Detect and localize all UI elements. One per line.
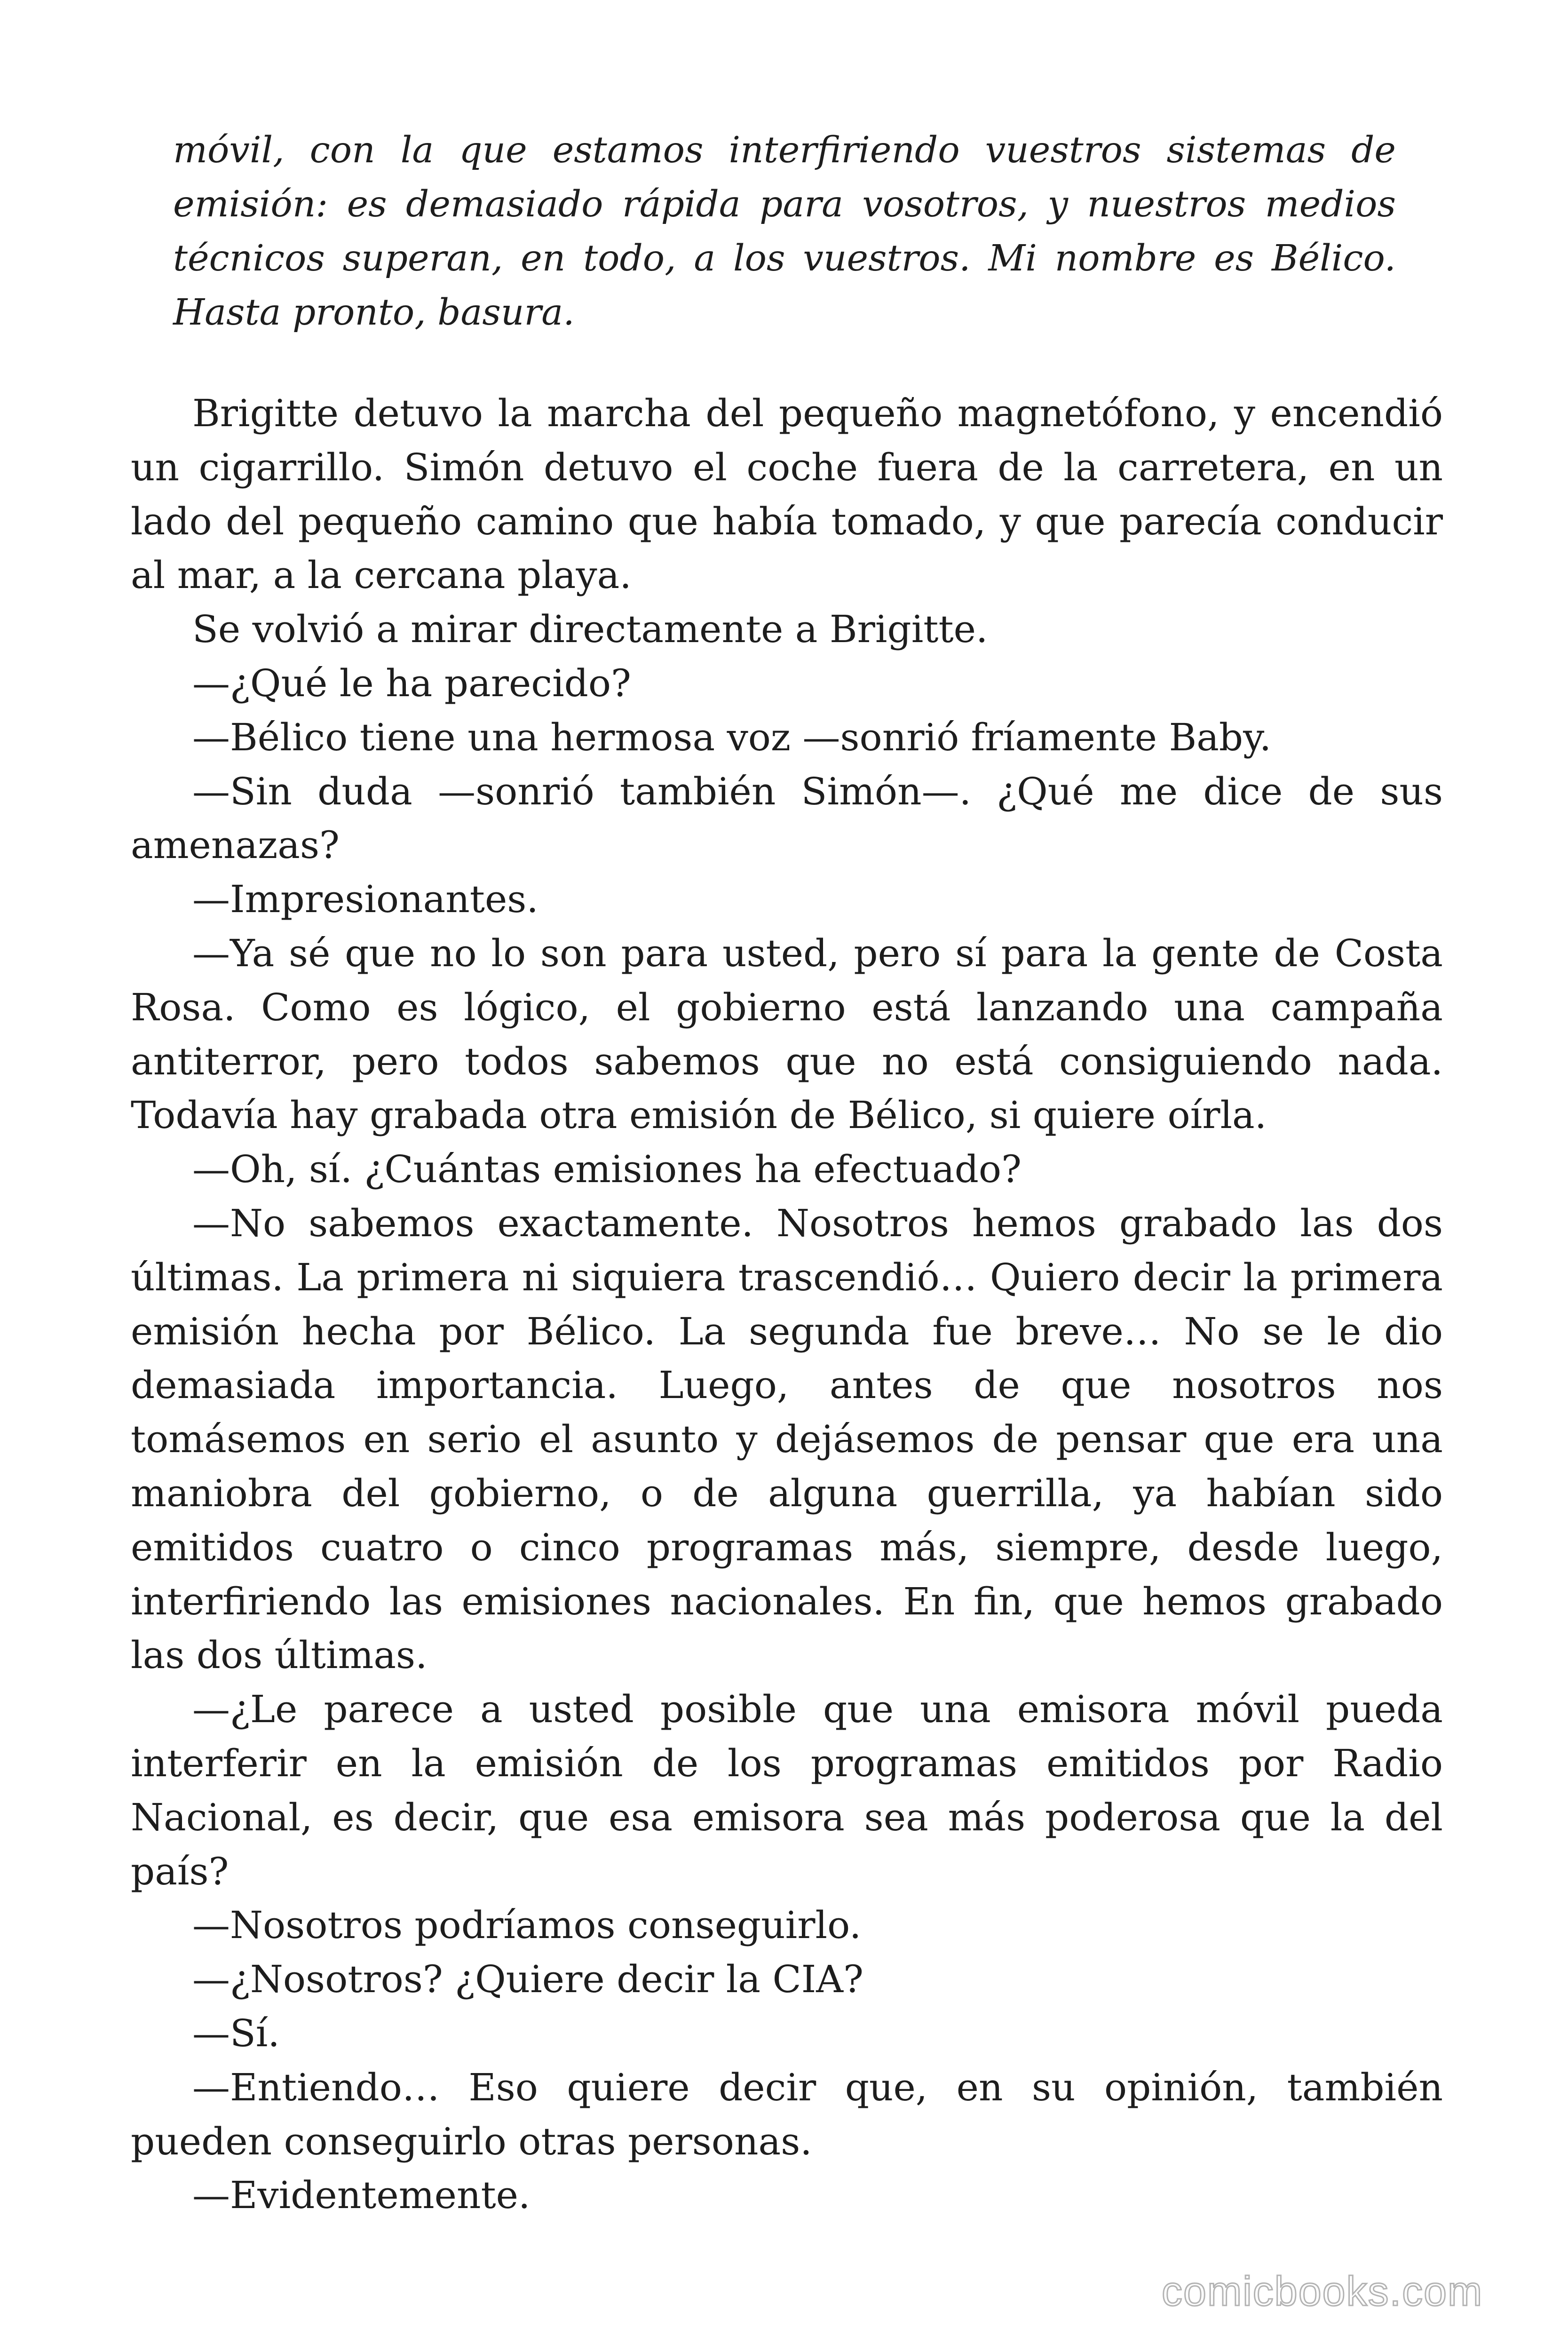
paragraph-11: —Nosotros podríamos conseguirlo. xyxy=(192,1903,862,1947)
paragraph-6: —Impresionantes. xyxy=(192,877,539,922)
paragraph-13: —Sí. xyxy=(192,2011,280,2055)
paragraph-8: —Oh, sí. ¿Cuántas emisiones ha efectuado? xyxy=(192,1147,1022,1192)
paragraph-7: —Ya sé que no lo son para usted, pero sí para la gente de Costa Rosa. Como es lógico, el gobierno está lanzando una campaña antiterror, pero todos sabemos que no está consiguiendo nada. Todavía hay grabada otra emisión de Bélico, si quiere oírla. xyxy=(131,931,1443,1137)
paragraph-3: —¿Qué le ha parecido? xyxy=(192,661,631,705)
paragraph-12: —¿Nosotros? ¿Quiere decir la CIA? xyxy=(192,1957,863,2002)
paragraph-2: Se volvió a mirar directamente a Brigitte. xyxy=(192,607,988,652)
paragraph-10: —¿Le parece a usted posible que una emisora móvil pueda interferir en la emisión de los programas emitidos por Radio Nacional, es decir, que esa emisora sea más poderosa que la del país? xyxy=(131,1687,1443,1893)
paragraph-9: —No sabemos exactamente. Nosotros hemos grabado las dos últimas. La primera ni siquiera trascendió… Quiero decir la primera emisión hecha por Bélico. La segunda fue breve… No se le dio demasiada importancia. Luego, antes de que nosotros nos tomásemos en serio el asunto y dejásemos de pensar que era una maniobra del gobierno, o de alguna guerrilla, ya habían sido emitidos cuatro o cinco programas más, siempre, desde luego, interfiriendo las emisiones nacionales. En fin, que hemos grabado las dos últimas. xyxy=(131,1201,1443,1677)
body-text xyxy=(131,387,1443,2223)
paragraph-14: —Entiendo… Eso quiere decir que, en su opinión, también pueden conseguirlo otras personas. xyxy=(131,2065,1443,2163)
paragraph-1: Brigitte detuvo la marcha del pequeño magnetófono, y encendió un cigarrillo. Simón detuvo el coche fuera de la carretera, en un lado del pequeño camino que había tomado, y que parecía conducir al mar, a la cercana playa. xyxy=(131,391,1443,597)
quote-paragraph: móvil, con la que estamos interfiriendo vuestros sistemas de emisión: es demasiado rápida para vosotros, y nuestros medios técnicos superan, en todo, a los vuestros. Mi nombre es Bélico. Hasta pronto, basura. xyxy=(173,129,1396,334)
watermark: comicbooks.com xyxy=(1162,2268,1483,2314)
paragraph-15: —Evidentemente. xyxy=(192,2173,531,2217)
italic-quote-block xyxy=(173,123,1396,340)
paragraph-5: —Sin duda —sonrió también Simón—. ¿Qué me dice de sus amenazas? xyxy=(131,769,1443,867)
paragraph-4: —Bélico tiene una hermosa voz —sonrió fríamente Baby. xyxy=(192,715,1272,759)
